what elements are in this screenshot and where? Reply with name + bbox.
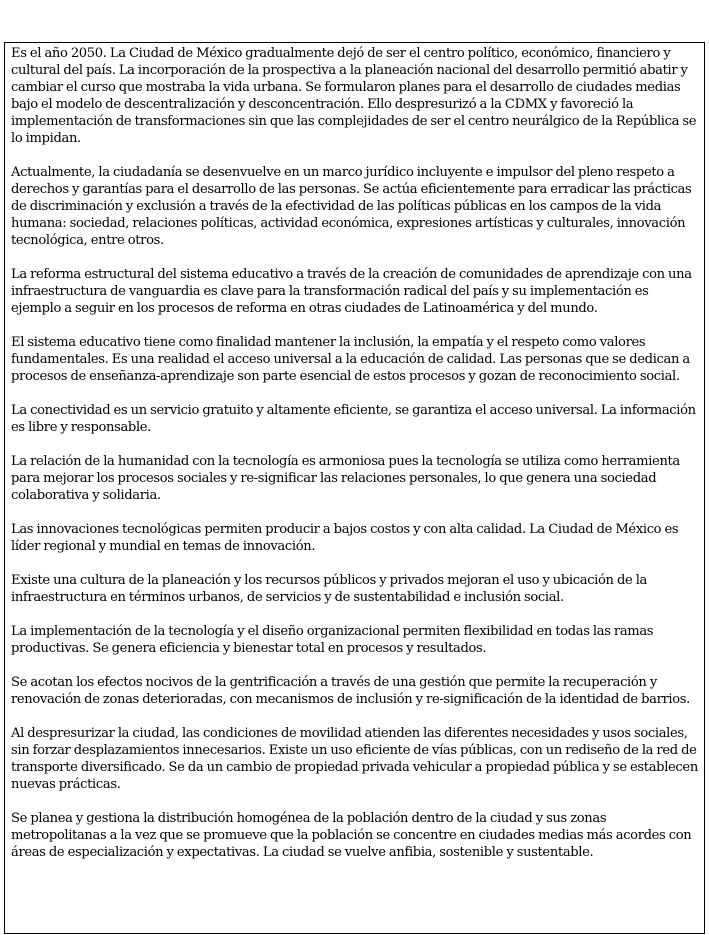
paragraph-3: La reforma estructural del sistema educativo a través de la creación de comunidades de aprendizaje con una infraestructura de vanguardia es clave para la transformación radical del país y su implementación es ejemplo a seguir en los procesos de reforma en otras ciudades de Latinoamérica y del mundo.	[11, 267, 692, 316]
paragraph-6: La relación de la humanidad con la tecnología es armoniosa pues la tecnología se utiliza como herramienta para mejorar los procesos sociales y re-significar las relaciones personales, lo que genera una sociedad colaborativa y solidaria.	[11, 454, 680, 503]
paragraph-8: Existe una cultura de la planeación y los recursos públicos y privados mejoran el uso y ubicación de la infraestructura en términos urbanos, de servicios y de sustentabilidad e inclusión social.	[11, 573, 647, 605]
paragraph-1: Es el año 2050. La Ciudad de México gradualmente dejó de ser el centro político, económico, financiero y cultural del país. La incorporación de la prospectiva a la planeación nacional del desarrollo permitió abatir y cambiar el curso que mostraba la vida urbana. Se formularon planes para el desarrollo de ciudades medias bajo el modelo de descentralización y desconcentración. Ello despresurizó a la CDMX y favoreció la implementación de transformaciones sin que las complejidades de ser el centro neurálgico de la República se lo impidan.	[11, 46, 697, 146]
text-frame	[4, 42, 705, 934]
paragraph-10: Se acotan los efectos nocivos de la gentrificación a través de una gestión que permite la recuperación y renovación de zonas deterioradas, con mecanismos de inclusión y re-significación de la identidad de barrios.	[11, 675, 690, 707]
paragraph-12: Se planea y gestiona la distribución homogénea de la población dentro de la ciudad y sus zonas metropolitanas a la vez que se promueve que la población se concentre en ciudades medias más acordes con áreas de especialización y expectativas. La ciudad se vuelve anfibia, sostenible y sustentable.	[11, 811, 692, 860]
paragraph-9: La implementación de la tecnología y el diseño organizacional permiten flexibilidad en todas las ramas productivas. Se genera eficiencia y bienestar total en procesos y resultados.	[11, 624, 654, 656]
paragraph-4: El sistema educativo tiene como finalidad mantener la inclusión, la empatía y el respeto como valores fundamentales. Es una realidad el acceso universal a la educación de calidad. Las personas que se dedican a procesos de enseñanza-aprendizaje son parte esencial de estos procesos y gozan de reconocimiento social.	[11, 335, 690, 384]
paragraph-5: La conectividad es un servicio gratuito y altamente eficiente, se garantiza el acceso universal. La información es libre y responsable.	[11, 403, 696, 435]
document-body	[5, 43, 704, 861]
paragraph-11: Al despresurizar la ciudad, las condiciones de movilidad atienden las diferentes necesidades y usos sociales, sin forzar desplazamientos innecesarios. Existe un uso eficiente de vías públicas, con un rediseño de la red de transporte diversificado. Se da un cambio de propiedad privada vehicular a propiedad pública y se establecen nuevas prácticas.	[11, 726, 698, 792]
paragraph-2: Actualmente, la ciudadanía se desenvuelve en un marco jurídico incluyente e impulsor del pleno respeto a derechos y garantías para el desarrollo de las personas. Se actúa eficientemente para erradicar las prácticas de discriminación y exclusión a través de la efectividad de las políticas públicas en los campos de la vida humana: sociedad, relaciones políticas, actividad económica, expresiones artísticas y culturales, innovación tecnológica, entre otros.	[11, 165, 692, 248]
paragraph-7: Las innovaciones tecnológicas permiten producir a bajos costos y con alta calidad. La Ciudad de México es líder regional y mundial en temas de innovación.	[11, 522, 679, 554]
